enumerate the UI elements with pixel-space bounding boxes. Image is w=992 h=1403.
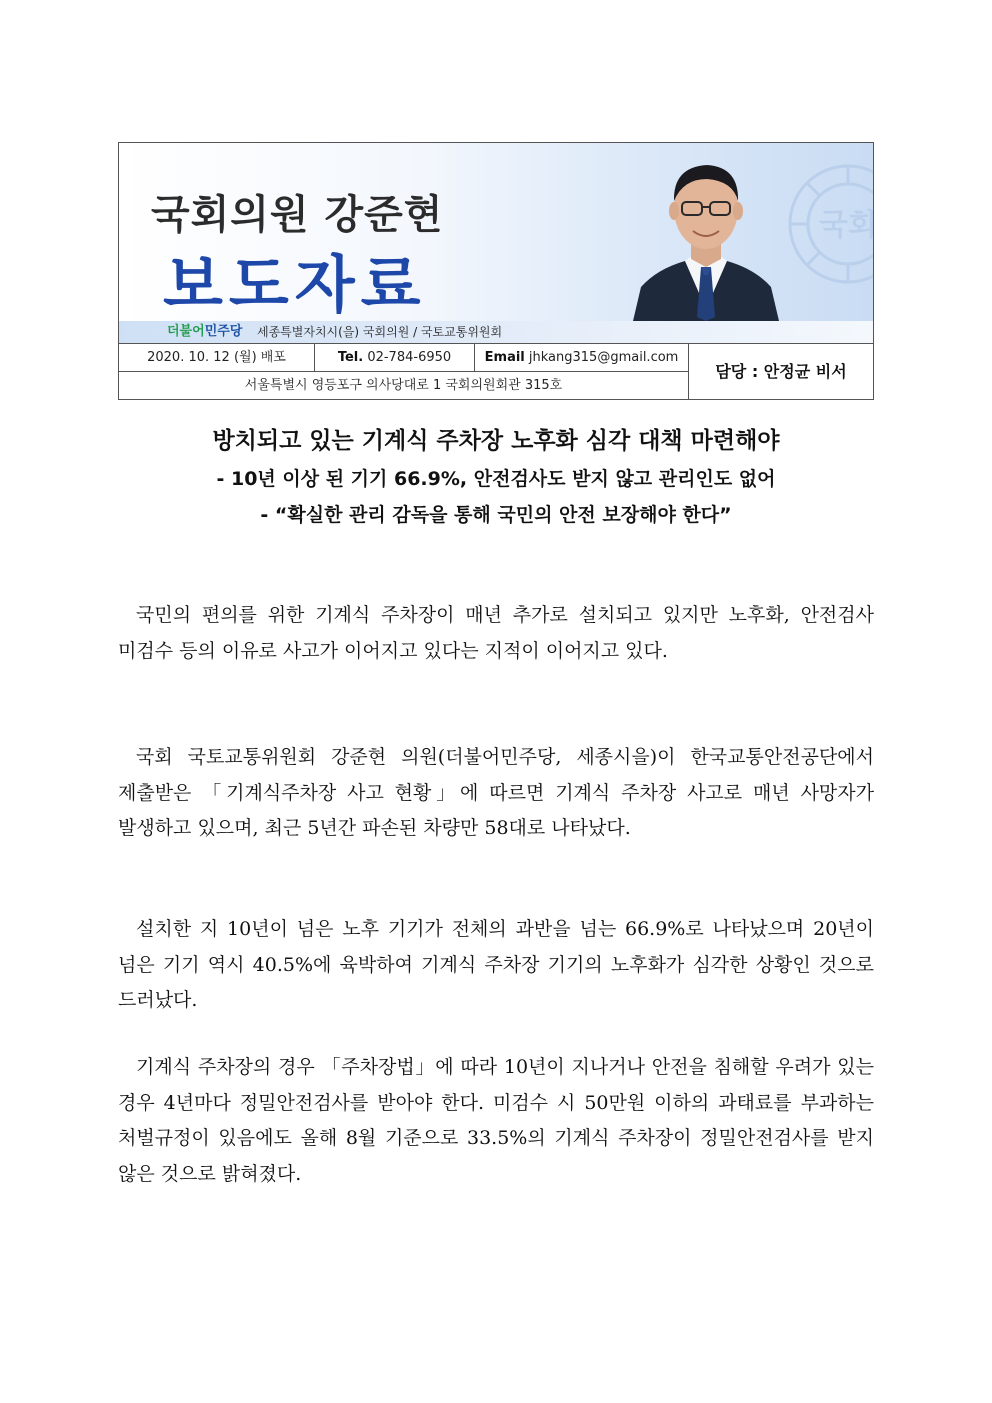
header-banner — [119, 143, 877, 321]
email — [475, 344, 689, 372]
tel-label: Tel. — [337, 350, 364, 365]
press-release-header — [118, 142, 877, 400]
contact-person: 담당 : 안정균 비서 — [715, 362, 847, 381]
party-logo-part2: 민주당 — [204, 324, 243, 339]
portrait-image — [627, 149, 785, 321]
banner-member-name: 국회의원 강준현 — [151, 192, 444, 238]
party-logo-part1: 더불어 — [167, 324, 205, 339]
national-assembly-seal-icon — [783, 159, 877, 289]
body-paragraph-3: 설치한 지 10년이 넘은 노후 기기가 전체의 과반을 넘는 66.9%로 나타났으며 20년이 넘은 기기 역시 40.5%에 육박하여 기계식 주차장 기기의 노후화가 심각한 상황인 것으로 드러났다. — [118, 918, 874, 1011]
party-logo — [167, 321, 242, 343]
contact-info-table — [119, 343, 873, 400]
body-paragraph-1: 국민의 편의를 위한 기계식 주차장이 매년 추가로 설치되고 있지만 노후화, 안전검사 미검수 등의 이유로 사고가 이어지고 있다는 지적이 이어지고 있다. — [118, 604, 874, 662]
tel-value: 02-784-6950 — [367, 350, 452, 365]
party-strip — [119, 321, 873, 343]
party-info: 세종특별자치시(을) 국회의원 / 국토교통위원회 — [257, 325, 503, 339]
email-value: jhkang315@gmail.com — [528, 350, 679, 365]
release-date: 2020. 10. 12 (월) 배포 — [119, 344, 315, 372]
headline: 방치되고 있는 기계식 주차장 노후화 심각 대책 마련해야 — [212, 428, 780, 454]
body-paragraph-2: 국회 국토교통위원회 강준현 의원(더불어민주당, 세종시을)이 한국교통안전공단에서 제출받은 「기계식주차장 사고 현황」에 따르면 기계식 주차장 사고로 매년 사망자가 발생하고 있으며, 최근 5년간 파손된 차량만 58대로 나타났다. — [118, 746, 874, 839]
office-address: 서울특별시 영등포구 의사당대로 1 국회의원회관 315호 — [119, 372, 689, 400]
seal-text: 국회 — [819, 208, 877, 243]
banner-press-release: 보도자료 — [163, 248, 427, 321]
subheadline-2: - “확실한 관리 감독을 통해 국민의 안전 보장해야 한다” — [260, 504, 732, 526]
telephone — [315, 344, 475, 372]
body-paragraph-4: 기계식 주차장의 경우 「주차장법」에 따라 10년이 지나거나 안전을 침해할 우려가 있는 경우 4년마다 정밀안전검사를 받아야 한다. 미검수 시 50만원 이하의 과태료를 부과하는 처벌규정이 있음에도 올해 8월 기준으로 33.5%의 기계식 주차장이 정밀안전검사를 받지 않은 것으로 밝혀졌다. — [118, 1056, 874, 1185]
subheadline-1: - 10년 이상 된 기기 66.9%, 안전검사도 받지 않고 관리인도 없어 — [216, 468, 776, 490]
email-label: Email — [484, 350, 525, 365]
